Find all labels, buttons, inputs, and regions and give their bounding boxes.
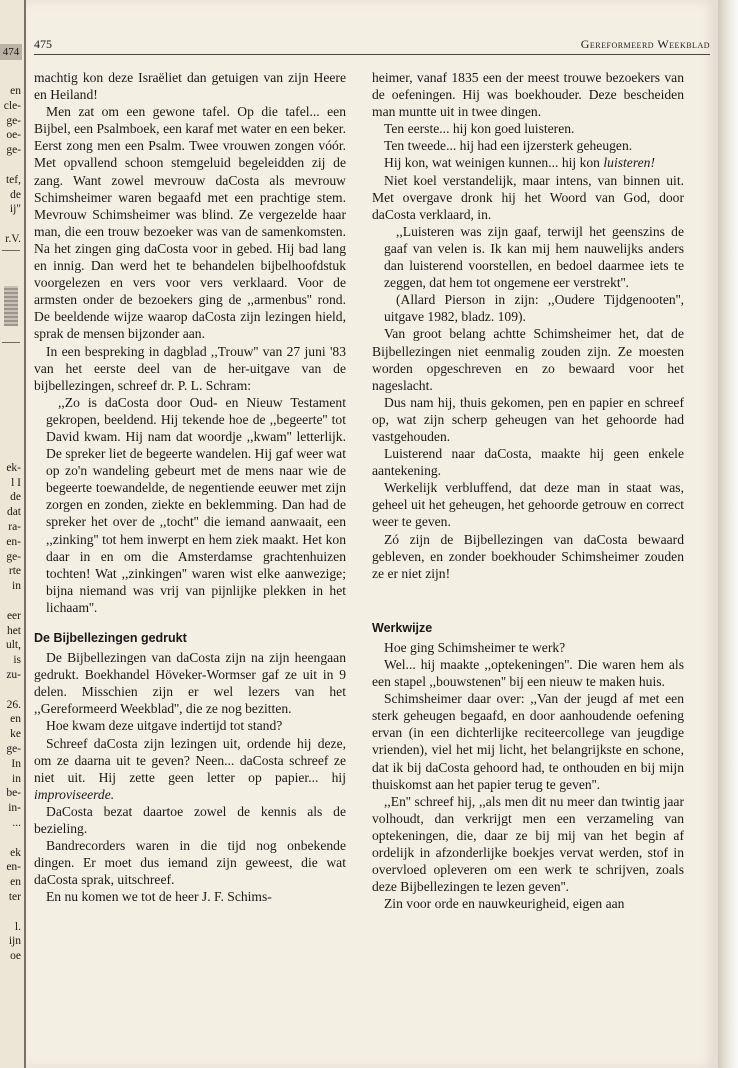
previous-page-image-fragment	[4, 286, 18, 326]
previous-page-fragment: 26.	[6, 698, 21, 711]
paragraph-text: Hij kon, wat weinigen kunnen... hij kon	[384, 155, 600, 171]
paragraph	[372, 154, 684, 171]
paragraph: Zin voor orde en nauwkeurigheid, eigen aan	[384, 896, 625, 912]
previous-page-fragment: is	[13, 654, 21, 667]
paragraph: Niet koel verstandelijk, maar intens, van binnen uit. Met overgave dronk hij het Woord van God, door daCosta verklaard, in.	[372, 172, 684, 222]
running-header	[34, 36, 710, 55]
previous-page-fragment: het	[6, 624, 21, 637]
quotation: ,,Zo is daCosta door Oud- en Nieuw Testament gekropen, beeldend. Hij tekende hoe de ,,begeerte'' tot David kwam. Hij nam dat woordje ,,kwam'' letterlijk. De spreker liet de begeerte wandelen. Hij gaf weer wat op zo'n wandeling gebeurt met de mens naar wie de begeerte toewandelde, de negentiende eeuwer met zijn zorgen en zonden, ziekte en beklemming. Dan had de spreker het over de ,,tocht'' die iemand aanwaait, een ,,zinking'' tot hem inwerpt en hem ziek maakt. Het kon daar in en om die Amsterdamse grachtenhuizen tochten! Wat ,,zinkingen'' waren wist elke aanwezige; bijna niemand was vrij van pijnlijke plekken in het lichaam''.	[46, 394, 346, 615]
previous-page-fragment: ge-	[6, 144, 21, 157]
section-gap	[372, 582, 684, 606]
paragraph: Ten tweede... hij had een ijzersterk geheugen.	[384, 138, 633, 154]
article-column-right	[372, 69, 684, 912]
page-number: 475	[34, 37, 52, 51]
previous-page-fragment: tef,	[5, 173, 21, 186]
previous-page-fragment: in	[12, 772, 21, 785]
paragraph: Schimsheimer daar over: ,,Van der jeugd af met een sterk geheugen begaafd, en door aanhoudende oefening ervan (in een dichterlijke reciteercollege van jeugdige vrienden), viel het mij licht, het belangrijkste en schone, dat ik bij daCosta gehoord had, te onthouden en bij mijn thuiskomst aan het papier terug te geven''.	[372, 691, 684, 792]
previous-page-fragment: en	[10, 85, 21, 97]
emphasis-text: luisteren!	[603, 155, 655, 171]
previous-page-fragment: ge-	[6, 743, 21, 755]
previous-page-edge	[0, 0, 26, 1068]
section-heading: De Bijbellezingen gedrukt	[34, 631, 187, 645]
previous-page-fragment: l I	[11, 476, 21, 489]
previous-page-fragment: in-	[8, 802, 21, 815]
paragraph: Luisterend naar daCosta, maakte hij geen enkele aantekening.	[372, 446, 684, 479]
paragraph: Hoe ging Schimsheimer te werk?	[384, 639, 566, 655]
page-edge-right	[718, 0, 738, 1068]
previous-page-fragment: ...	[12, 817, 21, 829]
paragraph: ,,En'' schreef hij, ,,als men dit nu meer dan twintig jaar volhoudt, dan verkrijgt men een verzameling van optekeningen, die, daar ze bij mij van het begin af ordelijk in afzonderlijke boekjes vervat werden, stof in overvloed opleveren om een werk te schrijven, zoals deze Bijbellezingen te lezen geven''.	[372, 793, 684, 895]
previous-page-fragment: eer	[6, 609, 21, 622]
previous-page-fragment: dat	[6, 506, 21, 519]
previous-page-fragment: be-	[6, 787, 21, 800]
paragraph: heimer, vanaf 1835 een der meest trouwe bezoekers van de oefeningen. Hij was boekhouder. Deze bescheiden man muntte uit in twee dingen.	[372, 70, 684, 120]
paragraph: Werkelijk verbluffend, dat deze man in staat was, geheel uit het geheugen, het gehoorde getrouw en correct weer te geven.	[372, 480, 684, 530]
previous-page-fragment: ek	[10, 846, 21, 859]
previous-page-fragment: ek-	[6, 461, 21, 474]
previous-page-fragment: in	[12, 580, 21, 593]
quotation-source: (Allard Pierson in zijn: ,,Oudere Tijdgenooten'', uitgave 1982, bladz. 109).	[384, 292, 684, 325]
previous-page-fragment: en	[10, 876, 21, 889]
paragraph	[34, 735, 346, 803]
paragraph: Van groot belang achtte Schimsheimer het, dat de Bijbellezingen niet eenmalig zouden zijn. Ze moesten worden opgeschreven en zo bewaard voor het nageslacht.	[372, 326, 684, 393]
paragraph: machtig kon deze Israëliet dan getuigen van zijn Heere en Heiland!	[34, 70, 346, 103]
previous-page-fragment: ge-	[6, 114, 21, 127]
emphasis-text: improviseerde.	[34, 786, 115, 802]
paragraph: Ten eerste... hij kon goed luisteren.	[384, 121, 575, 137]
previous-page-rule	[2, 342, 20, 343]
previous-page-rule	[2, 250, 20, 251]
paragraph: Men zat om een gewone tafel. Op die tafel... een Bijbel, een Psalmboek, een karaf met water en een beker. Eerst zong men een Psalm. Twee vrouwen zongen vóór. Met opvallend schoon stemgeluid begeleidden zij de zang. Want zowel mevrouw daCosta als mevrouw Schimsheimer waren begaafd met een prachtige stem. Mevrouw Schimsheimer was blind. Ze vergezelde haar man, die een trouw bezoeker was van de samenkomsten. Na het zingen ging daCosta voor in gebed. Hij bad lang en innig. Dan werd het te behandelen bijbelhoofdstuk voorgelezen en vers voor vers verklaard. Voor de armsten onder de bezoekers ging de ,,armenbus'' rond. De beeldende wijze waarop daCosta zijn lezingen hield, sprak de mensen bijzonder aan.	[34, 104, 346, 342]
previous-page-fragment: ij"	[9, 203, 21, 216]
paragraph: DaCosta bezat daartoe zowel de kennis als de bezieling.	[34, 803, 346, 837]
previous-page-fragment: ge-	[6, 550, 21, 563]
paragraph: En nu komen we tot de heer J. F. Schims-	[46, 889, 272, 905]
previous-page-fragment: r.V.	[5, 233, 21, 245]
previous-page-fragment: de	[10, 188, 21, 201]
previous-page-fragment: oe	[10, 950, 21, 963]
previous-page-fragment: cle-	[3, 99, 21, 112]
previous-page-fragment: oe-	[6, 129, 21, 142]
previous-page-fragment: en-	[6, 535, 21, 548]
quotation: ,,Luisteren was zijn gaaf, terwijl het geenszins de gaaf van velen is. Ik kan mij hem nauwelijks anders dan luisterend voorstellen, en bedoel daarmee iets te zeggen, dat hem tot ongemene eer verstrekt''.	[384, 223, 684, 291]
paragraph-text: Schreef daCosta zijn lezingen uit, ordende hij deze, om ze daarna uit te geven? Neen... daCosta schreef ze niet uit. Hij zette geen letter op papier... hij	[34, 735, 346, 785]
paragraph: Hoe kwam deze uitgave indertijd tot stand?	[46, 718, 283, 734]
paragraph: De Bijbellezingen van daCosta zijn na zijn heengaan gedrukt. Boekhandel Höveker-Wormser gaf ze uit in 9 delen. Misschien zijn er wel lezers van het ,,Gereformeerd Weekblad'', die ze nog bezitten.	[34, 650, 346, 717]
previous-page-fragment: ke	[10, 728, 21, 741]
paragraph: Dus nam hij, thuis gekomen, pen en papier en schreef op, wat zijn scherp geheugen van het gehoorde had vastgehouden.	[372, 394, 684, 444]
previous-page-fragment: en-	[6, 861, 21, 874]
previous-page-fragment: de	[10, 491, 21, 504]
paragraph: Wel... hij maakte ,,optekeningen''. Die waren hem als een stapel ,,bouwstenen'' bij een nieuw te maken huis.	[372, 657, 684, 690]
previous-page-fragment: In	[11, 757, 21, 770]
previous-page-number: 474	[0, 44, 22, 60]
previous-page-fragment: ult,	[5, 639, 21, 652]
previous-page-fragment: ijn	[8, 935, 21, 948]
section-heading: Werkwijze	[372, 620, 433, 635]
previous-page-fragment: en	[10, 713, 21, 726]
previous-page-fragment: ra-	[8, 521, 21, 533]
previous-page-fragment: ter	[8, 891, 21, 903]
paragraph: Zó zijn de Bijbellezingen van daCosta bewaard gebleven, en zonder boekhouder Schimsheimer zouden ze er niet zijn!	[372, 531, 684, 581]
article-column-left	[34, 69, 346, 906]
paragraph: Bandrecorders waren in die tijd nog onbekende dingen. Er moet dus iemand zijn geweest, die wat daCosta sprak, uitschreef.	[34, 838, 346, 888]
previous-page-fragment: rte	[8, 565, 21, 578]
previous-page-fragment: zu-	[6, 669, 21, 681]
paragraph: In een bespreking in dagblad ,,Trouw'' van 27 juni '83 van het eerste deel van de her-uitgave van de bijbellezingen, schreef dr. P. L. Schram:	[34, 343, 346, 393]
previous-page-fragment: l.	[14, 920, 21, 933]
publication-title: Gereformeerd Weekblad	[580, 37, 710, 51]
